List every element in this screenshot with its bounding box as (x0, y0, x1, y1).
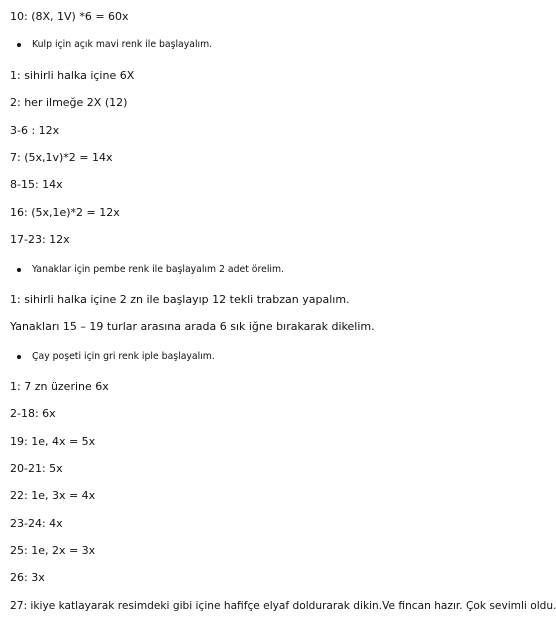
text-line: 2: her ilmeğe 2X (12) (10, 96, 128, 109)
text-line: 10: (8X, 1V) *6 = 60x (10, 10, 129, 23)
text-line: 20-21: 5x (10, 462, 63, 475)
text-line: 22: 1e, 3x = 4x (10, 489, 96, 502)
text-line: 7: (5x,1v)*2 = 14x (10, 151, 113, 164)
text-line: 16: (5x,1e)*2 = 12x (10, 206, 120, 219)
text-line: 23-24: 4x (10, 517, 63, 530)
text-line: 26: 3x (10, 571, 45, 584)
bullet-dot-icon (17, 355, 21, 359)
text-line: 19: 1e, 4x = 5x (10, 435, 96, 448)
bullet-text: Kulp için açık mavi renk ile başlayalım. (32, 39, 213, 50)
text-line: 1: 7 zn üzerine 6x (10, 380, 109, 393)
text-line: 17-23: 12x (10, 233, 70, 246)
text-line: Yanakları 15 – 19 turlar arasına arada 6 sık iğne bırakarak dikelim. (10, 320, 375, 333)
bullet-text: Yanaklar için pembe renk ile başlayalım 2 adet örelim. (32, 264, 285, 275)
text-line: 27: ikiye katlayarak resimdeki gibi içine hafifçe elyaf doldurarak dikin.Ve fincan hazır. Çok sevimli oldu. (10, 600, 556, 612)
text-line: 25: 1e, 2x = 3x (10, 544, 96, 557)
text-line: 8-15: 14x (10, 178, 63, 191)
bullet-text: Çay poşeti için gri renk iple başlayalım. (32, 351, 215, 362)
text-line: 1: sihirli halka içine 2 zn ile başlayıp 12 tekli trabzan yapalım. (10, 293, 350, 306)
text-line: 1: sihirli halka içine 6X (10, 69, 135, 82)
bullet-dot-icon (17, 268, 21, 272)
text-line: 2-18: 6x (10, 407, 56, 420)
text-line: 3-6 : 12x (10, 124, 60, 137)
bullet-dot-icon (17, 43, 21, 47)
